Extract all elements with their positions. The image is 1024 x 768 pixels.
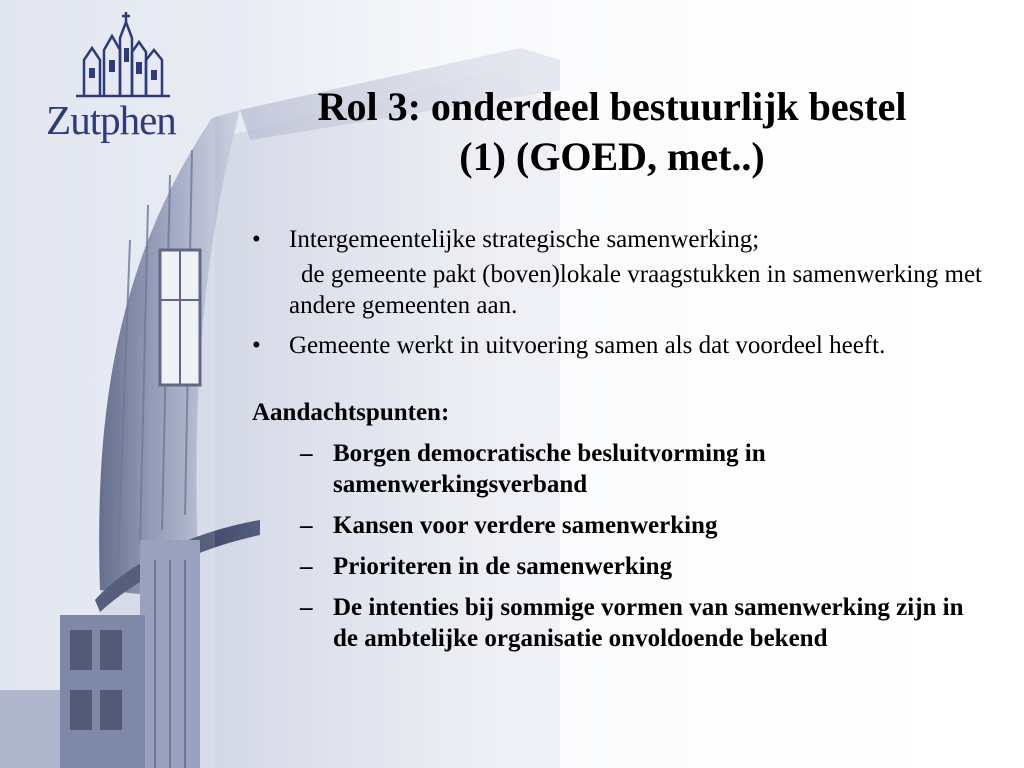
bullet-text: Intergemeentelijke strategische samenwerking;: [289, 226, 760, 253]
bullet-text: Gemeente werkt in uitvoering samen als dat voordeel heeft.: [289, 332, 886, 359]
bullet-continuation: de gemeente pakt (boven)lokale vraagstukken in samenwerking met andere gemeenten aan.: [289, 261, 983, 319]
dash-marker: –: [300, 440, 313, 467]
dash-marker: –: [300, 553, 313, 580]
attention-heading: Aandachtspunten:: [252, 399, 450, 426]
attention-item-text: Borgen democratische besluitvorming in samenwerkingsverband: [333, 440, 766, 498]
slide-title: [240, 82, 984, 182]
attention-item: [252, 438, 992, 500]
dash-marker: –: [300, 594, 313, 621]
attention-item-text: Prioriteren in de samenwerking: [333, 553, 673, 580]
logo-wordmark: Zutphen: [46, 97, 176, 143]
attention-item: [252, 592, 992, 654]
city-skyline-icon: [36, 8, 186, 100]
attention-item-text: De intenties bij sommige vormen van samenwerking zijn in de ambtelijke organisatie onvoldoende bekend: [333, 594, 964, 652]
bullet-marker: •: [252, 226, 261, 253]
bullet-marker: •: [252, 332, 261, 359]
title-line-1: Rol 3: onderdeel bestuurlijk bestel: [317, 84, 907, 129]
attention-item-text: Kansen voor verdere samenwerking: [333, 512, 718, 539]
attention-item: [252, 551, 992, 582]
bullet-item: [252, 224, 992, 255]
dash-marker: –: [300, 512, 313, 539]
attention-item: [252, 510, 992, 541]
bullet-item: [252, 330, 992, 361]
title-line-2: (1) (GOED, met..): [459, 134, 765, 179]
slide-body: [252, 224, 992, 654]
zutphen-logo: [36, 8, 186, 143]
